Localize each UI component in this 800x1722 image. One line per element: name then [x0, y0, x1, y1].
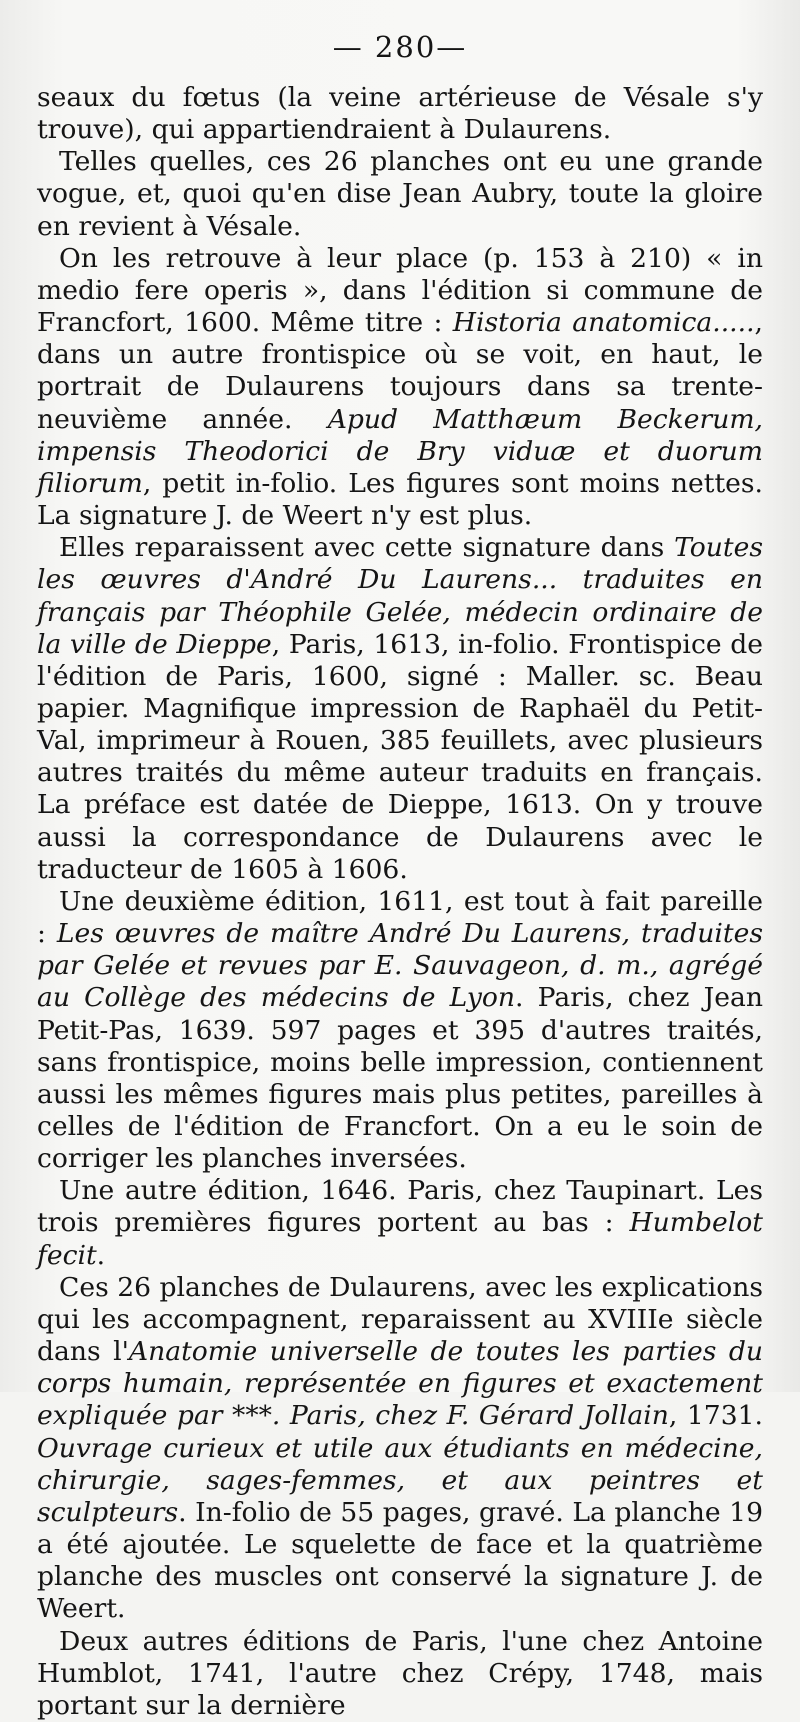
paragraph — [37, 1626, 763, 1722]
body-text — [37, 82, 763, 1722]
paragraph — [37, 532, 763, 886]
italic-title-text: Toutes les œuvres d'André Du Laurens... traduites en français par Théophile Gelée, médecin ordinaire de la ville de Dieppe — [37, 532, 763, 660]
paragraph — [37, 1175, 763, 1271]
text-run: . — [96, 1239, 106, 1271]
text-run: , Paris, 1613, in-folio. Frontispice de l'édition de Paris, 1600, signé : Maller. sc. Beau papier. Magnifique impression de Raphaël du Petit-Val, imprimeur à Rouen, 385 feuillets, avec plusieurs autres traités du même auteur traduits en français. La préface est datée de Dieppe, 1613. On y trouve aussi la correspondance de Dulaurens avec le traducteur de 1605 à 1606. — [37, 628, 763, 885]
italic-title-text: Ouvrage curieux et utile aux étudiants en médecine, chirurgie, sages-femmes, et aux peintres et sculpteurs — [37, 1432, 763, 1528]
italic-title-text: Les œuvres de maître André Du Laurens, traduites par Gelée et revues par E. Sauvageon, d. m., agrégé au Collège des médecins de Lyon — [37, 918, 763, 1014]
text-run: , 1731. — [668, 1400, 763, 1432]
text-run: , petit in-folio. Les figures sont moins nettes. La signature J. de Weert n'y est plus. — [37, 467, 763, 532]
paragraph — [37, 243, 763, 532]
text-run: , dans un autre frontispice où se voit, en haut, le portrait de Dulaurens toujours dans sa trente-neuvième année. — [37, 307, 763, 435]
paragraph — [37, 1272, 763, 1626]
text-run: . Paris, chez Jean Petit-Pas, 1639. 597 pages et 395 d'autres traités, sans frontispice, moins belle impression, contiennent aussi les mêmes figures mais plus petites, pareilles à celles de l'édition de Francfort. On a eu le soin de corriger les planches inversées. — [37, 982, 763, 1175]
paragraph — [37, 82, 763, 146]
text-run: seaux du fœtus (la veine artérieuse de Vésale s'y trouve), qui appartiendraient à Dulaurens. — [37, 82, 763, 146]
text-run: On les retrouve à leur place (p. 153 à 210) « in medio fere operis », dans l'édition si commune de Francfort, 1600. Même titre : — [37, 242, 763, 339]
text-run: . In-folio de 55 pages, gravé. La planche 19 a été ajoutée. Le squelette de face et la quatrième planche des muscles ont conservé la signature J. de Weert. — [37, 1496, 763, 1625]
italic-title-text: Apud Matthæum Beckerum, impensis Theodorici de Bry viduæ et duorum filiorum — [37, 403, 763, 499]
page-number: — 280— — [332, 30, 468, 64]
text-run: Deux autres éditions de Paris, l'une chez Antoine Humblot, 1741, l'autre chez Crépy, 1748, mais portant sur la dernière — [37, 1625, 763, 1721]
italic-title-text: Historia anatomica..... — [452, 307, 755, 339]
paragraph — [37, 146, 763, 242]
text-run: Telles quelles, ces 26 planches ont eu une grande vogue, et, quoi qu'en dise Jean Aubry, toute la gloire en revient à Vésale. — [37, 146, 763, 242]
text-run: Elles reparaissent avec cette signature dans — [59, 532, 675, 564]
italic-title-text: Anatomie universelle de toutes les parties du corps humain, représentée en figures et exactement expliquée par ***. Paris, chez F. Gérard Jollain — [37, 1336, 763, 1432]
text-run: Ces 26 planches de Dulaurens, avec les explications qui les accompagnent, reparaissent au XVIIIe siècle dans l' — [37, 1271, 763, 1368]
paragraph — [37, 886, 763, 1175]
italic-title-text: Humbelot fecit — [37, 1207, 763, 1271]
text-run: Une autre édition, 1646. Paris, chez Taupinart. Les trois premières figures portent au bas : — [37, 1175, 763, 1239]
text-run: Une deuxième édition, 1611, est tout à fait pareille : — [37, 885, 763, 950]
